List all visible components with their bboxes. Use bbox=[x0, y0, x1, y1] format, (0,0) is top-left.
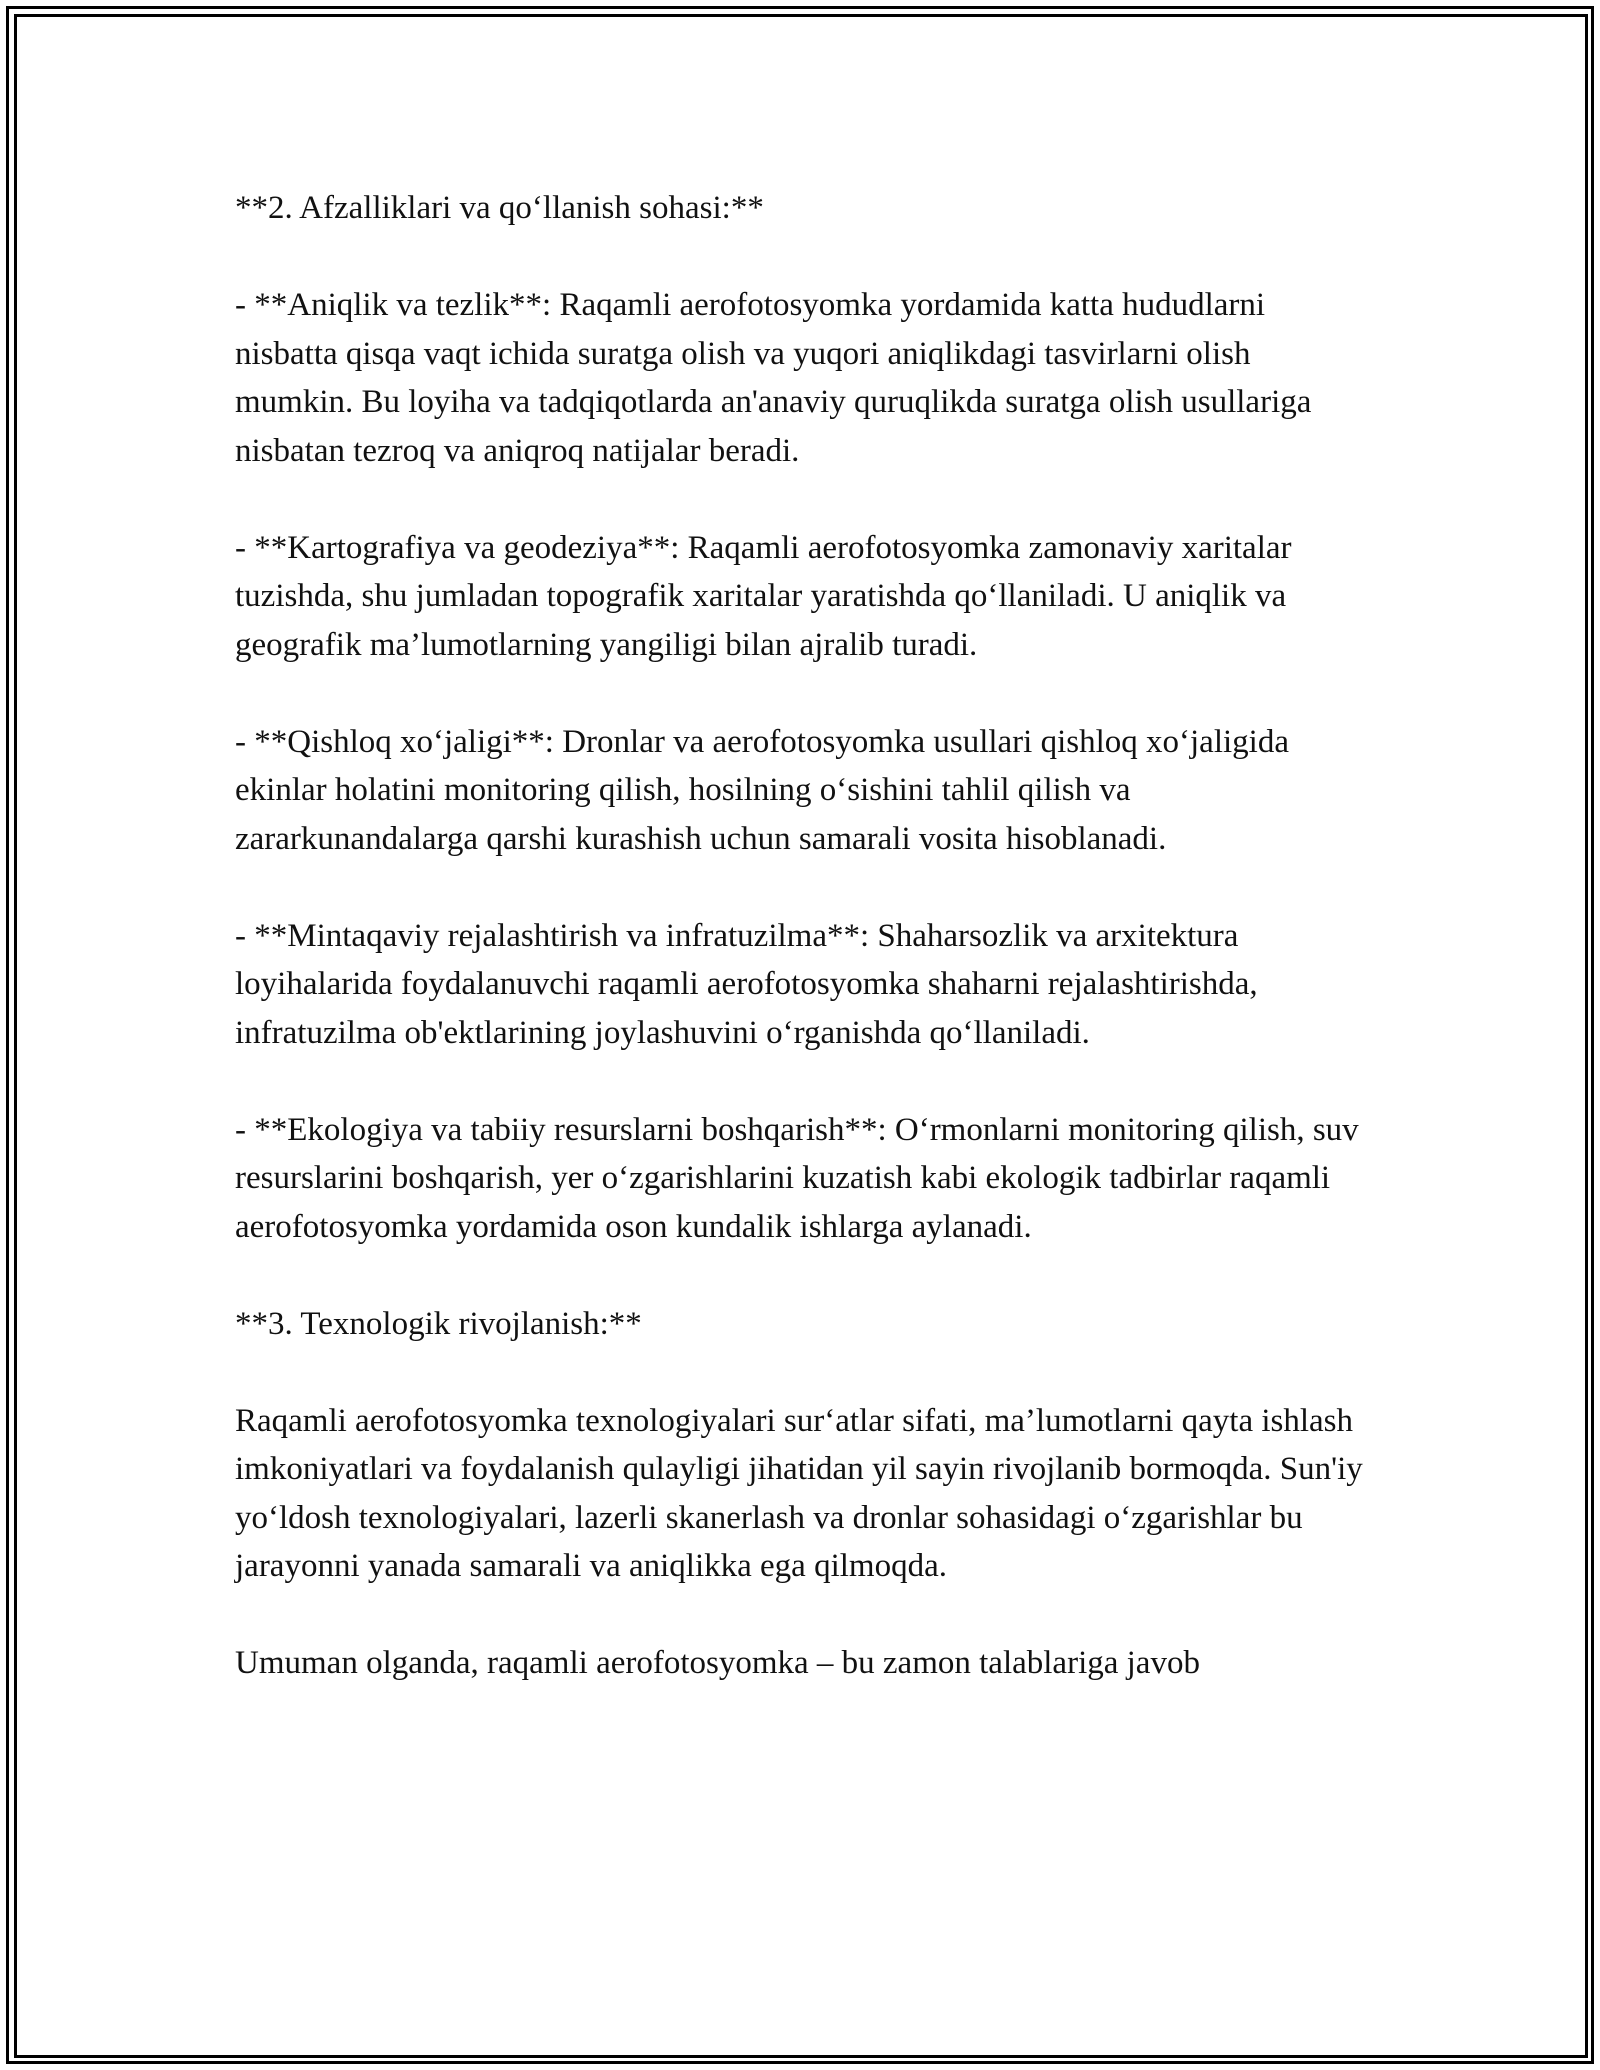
list-item-cartography-geodesy: - **Kartografiya va geodeziya**: Raqamli aerofotosyomka zamonaviy xaritalar tuzishda, shu jumladan topografik xaritalar yaratishda qo‘llaniladi. U aniqlik va geografik ma’lumotlarning yangiligi bilan ajralib turadi. bbox=[235, 529, 1292, 663]
list-item-regional-planning: - **Mintaqaviy rejalashtirish va infratuzilma**: Shaharsozlik va arxitektura loyihalarida foydalanuvchi raqamli aerofotosyomka shaharni rejalashtirishda, infratuzilma ob'ektlarining joylashuvini o‘rganishda qo‘llaniladi. bbox=[235, 917, 1258, 1051]
paragraph-conclusion: Umuman olganda, raqamli aerofotosyomka – bu zamon talablariga javob bbox=[235, 1645, 1200, 1681]
document-body bbox=[235, 184, 1375, 1688]
list-item-ecology: - **Ekologiya va tabiiy resurslarni boshqarish**: O‘rmonlarni monitoring qilish, suv resurslarini boshqarish, yer o‘zgarishlarini kuzatish kabi ekologik tadbirlar raqamli aerofotosyomka yordamida oson kundalik ishlarga aylanadi. bbox=[235, 1111, 1359, 1245]
list-item-accuracy-speed: - **Aniqlik va tezlik**: Raqamli aerofotosyomka yordamida katta hududlarni nisbatta qisqa vaqt ichida suratga olish va yuqori aniqlikdagi tasvirlarni olish mumkin. Bu loyiha va tadqiqotlarda an'anaviy quruqlikda suratga olish usullariga nisbatan tezroq va aniqroq natijalar beradi. bbox=[235, 287, 1312, 469]
list-item-agriculture: - **Qishloq xo‘jaligi**: Dronlar va aerofotosyomka usullari qishloq xo‘jaligida ekinlar holatini monitoring qilish, hosilning o‘sishini tahlil qilish va zararkunandalarga qarshi kurashish uchun samarali vosita hisoblanadi. bbox=[235, 723, 1289, 857]
section-heading-2: **2. Afzalliklari va qo‘llanish sohasi:** bbox=[235, 190, 764, 226]
paragraph-tech-development: Raqamli aerofotosyomka texnologiyalari sur‘atlar sifati, ma’lumotlarni qayta ishlash imkoniyatlari va foydalanish qulayligi jihatidan yil sayin rivojlanib bormoqda. Sun'iy yo‘ldosh texnologiyalari, lazerli skanerlash va dronlar sohasidagi o‘zgarishlar bu jarayonni yanada samarali va aniqlikka ega qilmoqda. bbox=[235, 1402, 1363, 1584]
section-heading-3: **3. Texnologik rivojlanish:** bbox=[235, 1305, 642, 1342]
